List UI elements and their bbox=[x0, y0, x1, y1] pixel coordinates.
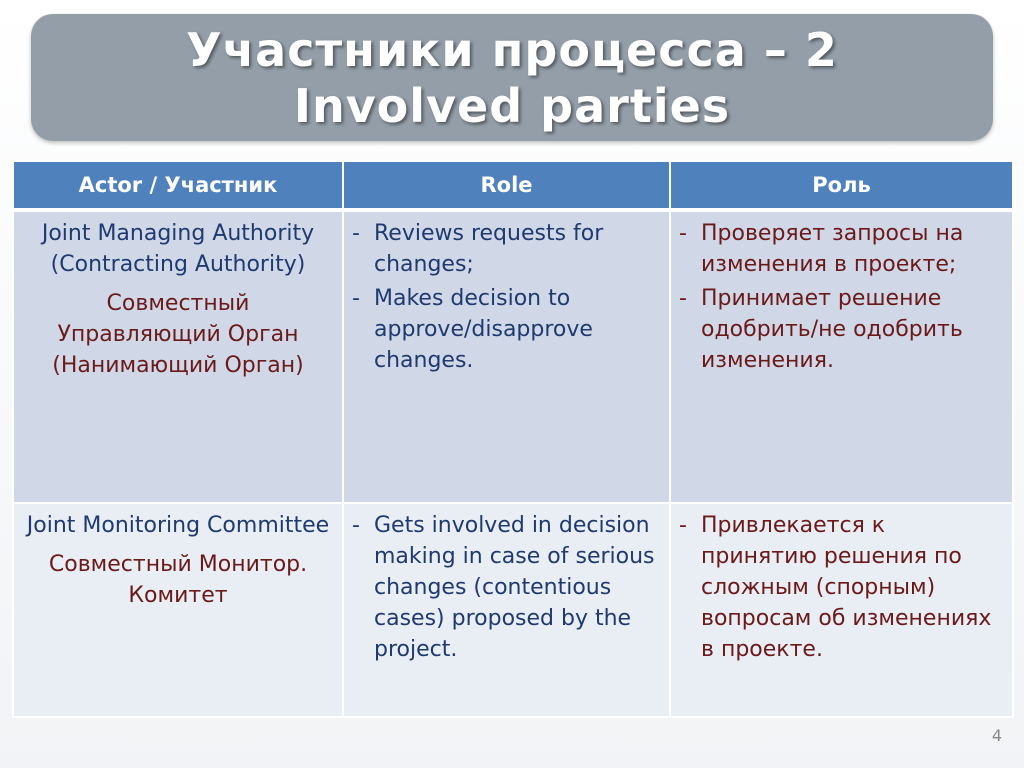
list-item: - Reviews requests for changes; bbox=[352, 221, 604, 277]
list-item: - Проверяет запросы на изменения в проекте; bbox=[679, 221, 964, 277]
role-ru-list bbox=[679, 510, 1004, 665]
table-row bbox=[13, 210, 1013, 503]
list-item: - Gets involved in decision making in case of serious changes (contentious cases) proposed by the project. bbox=[352, 513, 655, 662]
actor-name-en: Joint Managing Authority (Contracting Authority) bbox=[41, 221, 315, 277]
slide-title-line-1: Участники процесса – 2 bbox=[186, 22, 838, 77]
role-ru-cell bbox=[670, 210, 1013, 503]
page-number: 4 bbox=[991, 726, 1002, 745]
header-actor: Actor / Участник bbox=[13, 161, 343, 210]
actor-cell bbox=[13, 210, 343, 503]
list-item: - Принимает решение одобрить/не одобрить изменения. bbox=[679, 286, 963, 373]
table-row bbox=[13, 503, 1013, 717]
involved-parties-table bbox=[12, 160, 1014, 718]
actor-name-ru: Совместный Управляющий Орган (Нанимающий Орган) bbox=[52, 291, 304, 378]
role-ru-cell bbox=[670, 503, 1013, 717]
role-en-list bbox=[352, 510, 661, 665]
actor-name-en: Joint Monitoring Committee bbox=[26, 513, 330, 538]
role-en-cell bbox=[343, 210, 670, 503]
role-en-cell bbox=[343, 503, 670, 717]
role-en-list bbox=[352, 218, 661, 376]
table-header-row bbox=[13, 161, 1013, 210]
actor-name-ru: Совместный Монитор. Комитет bbox=[48, 552, 308, 608]
slide-title-box bbox=[31, 14, 993, 141]
slide-title-line-2: Involved parties bbox=[293, 78, 731, 133]
header-role-ru: Роль bbox=[670, 161, 1013, 210]
role-ru-list bbox=[679, 218, 1004, 376]
list-item: - Привлекается к принятию решения по сложным (спорным) вопросам об изменениях в проекте. bbox=[679, 513, 992, 662]
header-role-en: Role bbox=[343, 161, 670, 210]
actor-cell bbox=[13, 503, 343, 717]
list-item: - Makes decision to approve/disapprove changes. bbox=[352, 286, 593, 373]
